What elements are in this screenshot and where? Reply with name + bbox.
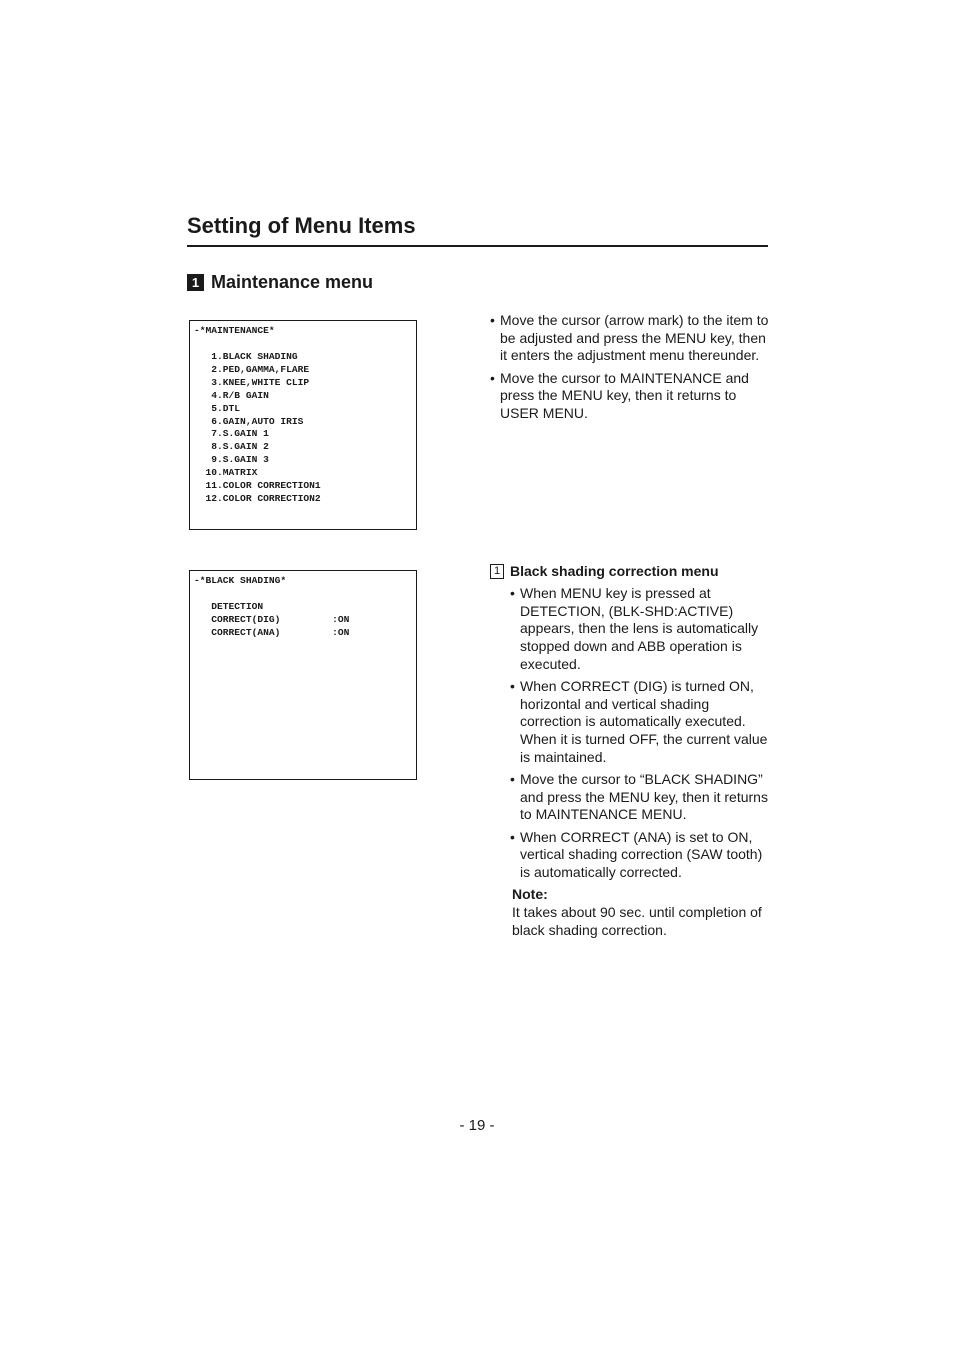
subsection-title: Black shading correction menu xyxy=(510,563,719,579)
bullet-item: • Move the cursor to “BLACK SHADING” and press the MENU key, then it returns to MAINTENANCE MENU. xyxy=(510,771,772,824)
screen-line: DETECTION xyxy=(194,601,264,612)
screen-line: CORRECT(DIG) :ON xyxy=(194,613,350,625)
screen-line: -*MAINTENANCE* xyxy=(194,325,275,336)
bullet-item: • Move the cursor to MAINTENANCE and press the MENU key, then it returns to USER MENU. xyxy=(490,370,772,423)
screen-line: 2.PED,GAMMA,FLARE xyxy=(194,363,310,375)
screen-line: 12.COLOR CORRECTION2 xyxy=(194,492,321,504)
screen-line: 6.GAIN,AUTO IRIS xyxy=(194,415,304,427)
screen-line: 10.MATRIX xyxy=(194,467,258,479)
screen-line: 5.DTL xyxy=(194,402,241,414)
screen-line: -*BLACK SHADING* xyxy=(194,575,287,586)
note-label: Note: xyxy=(512,886,548,903)
note-text: It takes about 90 sec. until completion of black shading correction. xyxy=(512,903,762,938)
page-title: Setting of Menu Items xyxy=(187,213,416,238)
black-shading-menu-screen xyxy=(189,570,417,780)
title-rule xyxy=(187,245,768,247)
bullet-item: • When CORRECT (DIG) is turned ON, horizontal and vertical shading correction is automatically executed. When it is turned OFF, the current value is maintained. xyxy=(510,678,772,767)
section-number-badge: 1 xyxy=(187,274,204,291)
screen-line: 1.BLACK SHADING xyxy=(194,351,298,362)
screen-line: CORRECT(ANA) :ON xyxy=(194,626,350,638)
screen-line: 3.KNEE,WHITE CLIP xyxy=(194,376,310,388)
page-number: - 19 - xyxy=(459,1117,495,1134)
subsection-heading xyxy=(490,563,719,579)
screen-line: 4.R/B GAIN xyxy=(194,389,269,401)
maintenance-bullets xyxy=(490,312,772,427)
bullet-item: • When CORRECT (ANA) is set to ON, vertical shading correction (SAW tooth) is automatically corrected. xyxy=(510,829,772,882)
screen-line: 9.S.GAIN 3 xyxy=(194,454,269,466)
section-heading xyxy=(187,272,373,293)
subsection-number-badge: 1 xyxy=(490,564,504,579)
screen-line: 8.S.GAIN 2 xyxy=(194,441,269,453)
screen-line: 7.S.GAIN 1 xyxy=(194,428,269,440)
bullet-item: • Move the cursor (arrow mark) to the item to be adjusted and press the MENU key, then it enters the adjustment menu thereunder. xyxy=(490,312,772,365)
section-title: Maintenance menu xyxy=(211,272,374,292)
screen-line: 11.COLOR CORRECTION1 xyxy=(194,480,321,491)
black-shading-bullets xyxy=(510,585,772,939)
maintenance-menu-screen xyxy=(189,320,417,530)
bullet-item: • When MENU key is pressed at DETECTION, (BLK-SHD:ACTIVE) appears, then the lens is automatically stopped down and ABB operation is executed. xyxy=(510,585,772,674)
